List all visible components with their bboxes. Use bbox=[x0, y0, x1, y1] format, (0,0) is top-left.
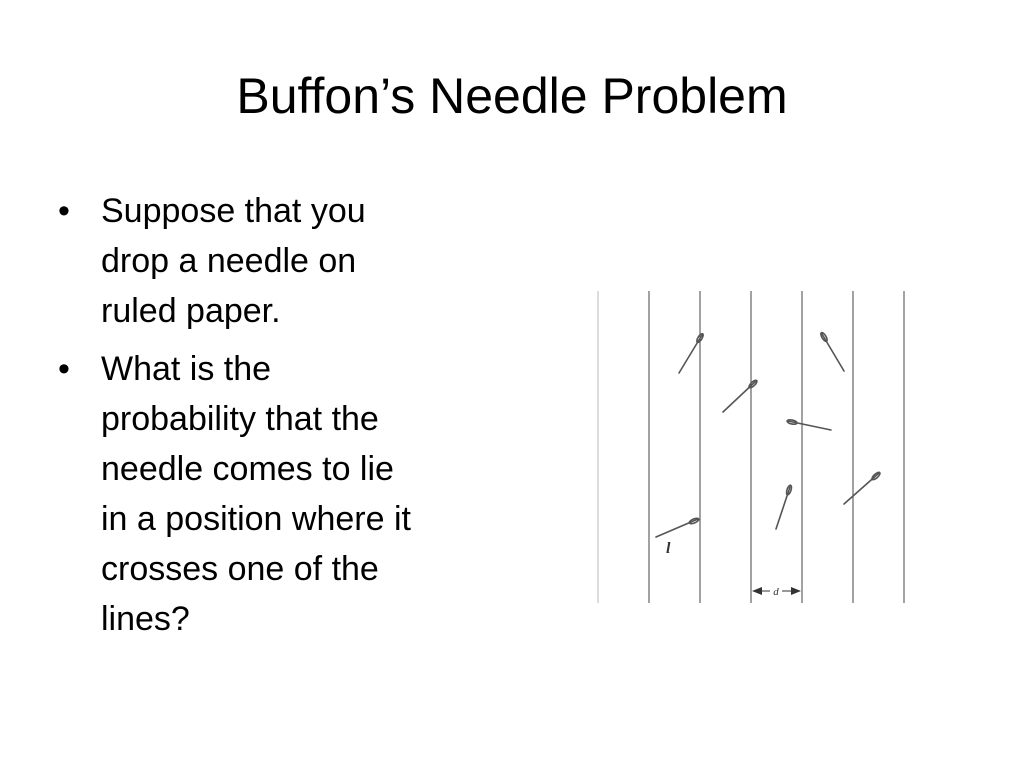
bullet-line: drop a needle on bbox=[101, 242, 357, 280]
bullet-line: Suppose that you bbox=[101, 192, 366, 230]
needle-icon bbox=[679, 333, 704, 373]
slide-title: Buffon’s Needle Problem bbox=[236, 68, 788, 124]
needle-icon bbox=[820, 332, 844, 371]
ruled-paper-diagram bbox=[590, 285, 920, 610]
line-spacing-label: d bbox=[773, 586, 779, 598]
bullet-line: crosses one of the bbox=[101, 550, 379, 588]
bullet-marker: • bbox=[58, 350, 70, 388]
bullet-line: lines? bbox=[101, 600, 190, 638]
ruled-lines bbox=[598, 291, 904, 603]
bullet-line: What is the bbox=[101, 350, 272, 388]
arrow-right-icon bbox=[791, 587, 801, 595]
needle-icon bbox=[776, 485, 792, 529]
bullet-item bbox=[58, 186, 508, 336]
bullet-item bbox=[58, 344, 508, 644]
needles bbox=[656, 332, 881, 537]
bullet-list bbox=[58, 186, 508, 652]
needle-length-label: l bbox=[666, 540, 671, 557]
bullet-line: probability that the bbox=[101, 400, 379, 438]
needle-icon bbox=[844, 471, 881, 504]
needle-icon bbox=[723, 379, 758, 412]
bullet-line: ruled paper. bbox=[101, 292, 281, 330]
spacing-dimension bbox=[752, 585, 801, 598]
bullet-marker: • bbox=[58, 192, 70, 230]
arrow-left-icon bbox=[752, 587, 762, 595]
buffon-needle-figure bbox=[590, 285, 920, 610]
bullet-line: needle comes to lie bbox=[101, 450, 394, 488]
bullet-line: in a position where it bbox=[101, 500, 411, 538]
needle-icon bbox=[656, 517, 699, 537]
needle-icon bbox=[787, 419, 831, 430]
